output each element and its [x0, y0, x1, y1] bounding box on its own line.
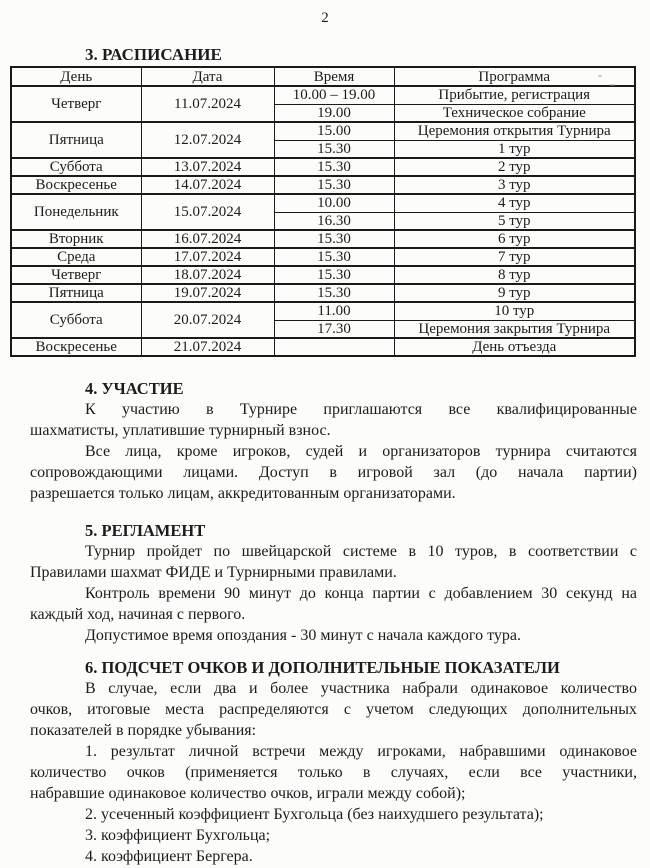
date-cell: 18.07.2024 [141, 266, 274, 284]
day-cell: Воскресенье [11, 338, 141, 356]
schedule-row [11, 284, 635, 302]
text-line: Все лица, кроме игроков, судей и организаторов турнира считаются [85, 443, 637, 460]
paragraph [30, 678, 637, 741]
schedule-header-row [11, 67, 635, 86]
date-cell: 19.07.2024 [141, 284, 274, 302]
date-cell: 13.07.2024 [141, 158, 274, 176]
text-line: сопровождающими лицами. Доступ в игровой зал (до начала партии) [30, 464, 637, 481]
time-cell: 15.30 [274, 248, 394, 266]
day-cell: Четверг [11, 86, 141, 122]
text-line: набравшие одинаковое количество очков, играли между собой); [30, 785, 466, 802]
program-cell: 6 тур [394, 230, 635, 248]
program-cell: День отъезда [394, 338, 635, 356]
time-cell [274, 338, 394, 356]
schedule-row [11, 266, 635, 284]
time-cell: 11.00 [274, 302, 394, 320]
text-line: разрешается только лицам, аккредитованным организаторами. [30, 485, 456, 502]
paragraph [30, 583, 637, 625]
day-cell: Суббота [11, 302, 141, 338]
column-header: Программа [394, 67, 635, 86]
program-cell: 3 тур [394, 176, 635, 194]
schedule-row [11, 158, 635, 176]
schedule-row [11, 122, 635, 140]
text-line: 4. коэффициент Бергера. [85, 848, 253, 865]
schedule-row [11, 302, 635, 320]
scan-speck [598, 75, 602, 77]
program-cell: 2 тур [394, 158, 635, 176]
time-cell: 10.00 – 19.00 [274, 86, 394, 104]
text-line: 3. коэффициент Бухгольца; [85, 827, 271, 844]
day-cell: Среда [11, 248, 141, 266]
schedule-row [11, 338, 635, 356]
paragraph [30, 399, 637, 441]
day-cell: Суббота [11, 158, 141, 176]
schedule-row [11, 230, 635, 248]
scan-speck [610, 84, 615, 86]
text-line: Правилами шахмат ФИДЕ и Турнирными правилами. [30, 564, 397, 581]
program-cell: 10 тур [394, 302, 635, 320]
text-line: Контроль времени 90 минут до конца партии с добавлением 30 секунд на [85, 585, 637, 602]
day-cell: Вторник [11, 230, 141, 248]
scoring-text [30, 678, 637, 867]
time-cell: 19.00 [274, 104, 394, 122]
time-cell: 15.30 [274, 176, 394, 194]
time-cell: 15.30 [274, 266, 394, 284]
schedule-heading: 3. РАСПИСАНИЕ [85, 45, 222, 64]
program-cell: Прибытие, регистрация [394, 86, 635, 104]
paragraph [30, 441, 637, 504]
schedule-table [10, 66, 636, 357]
program-cell: 5 тур [394, 212, 635, 230]
text-line: 2. усеченный коэффициент Бухгольца (без наихудшего результата); [85, 806, 544, 823]
date-cell: 17.07.2024 [141, 248, 274, 266]
paragraph [30, 541, 637, 583]
scoring-heading: 6. ПОДСЧЕТ ОЧКОВ И ДОПОЛНИТЕЛЬНЫЕ ПОКАЗАТЕЛИ [85, 658, 560, 677]
text-line: В случае, если два и более участника набрали одинаковое количество [85, 680, 637, 697]
paragraph [30, 846, 637, 867]
program-cell: 4 тур [394, 194, 635, 212]
day-cell: Пятница [11, 122, 141, 158]
schedule-row [11, 248, 635, 266]
time-cell: 15.00 [274, 122, 394, 140]
schedule-row [11, 194, 635, 212]
time-cell: 15.30 [274, 230, 394, 248]
date-cell: 11.07.2024 [141, 86, 274, 122]
text-line: показателей в порядке убывания: [30, 722, 257, 739]
date-cell: 21.07.2024 [141, 338, 274, 356]
text-line: количество очков (применяется только в случаях, если все участники, [30, 764, 637, 781]
column-header: Время [274, 67, 394, 86]
schedule-row [11, 176, 635, 194]
paragraph [30, 825, 637, 846]
date-cell: 15.07.2024 [141, 194, 274, 230]
program-cell: Церемония закрытия Турнира [394, 320, 635, 338]
column-header: День [11, 67, 141, 86]
program-cell: Техническое собрание [394, 104, 635, 122]
paragraph [30, 741, 637, 804]
text-line: К участию в Турнире приглашаются все квалифицированные [85, 401, 637, 418]
text-line: Турнир пройдет по швейцарской системе в 10 туров, в соответствии с [85, 543, 637, 560]
date-cell: 16.07.2024 [141, 230, 274, 248]
text-line: шахматисты, уплатившие турнирный взнос. [30, 422, 331, 439]
program-cell: 8 тур [394, 266, 635, 284]
time-cell: 10.00 [274, 194, 394, 212]
day-cell: Воскресенье [11, 176, 141, 194]
date-cell: 20.07.2024 [141, 302, 274, 338]
date-cell: 14.07.2024 [141, 176, 274, 194]
regulations-text [30, 541, 637, 646]
time-cell: 15.30 [274, 158, 394, 176]
column-header: Дата [141, 67, 274, 86]
schedule-row [11, 86, 635, 104]
text-line: Допустимое время опоздания - 30 минут с начала каждого тура. [85, 627, 521, 644]
program-cell: Церемония открытия Турнира [394, 122, 635, 140]
program-cell: 1 тур [394, 140, 635, 158]
participation-text [30, 399, 637, 504]
text-line: очков, итоговые места распределяются с учетом следующих дополнительных [30, 701, 637, 718]
page-number: 2 [321, 10, 329, 26]
date-cell: 12.07.2024 [141, 122, 274, 158]
program-cell: 7 тур [394, 248, 635, 266]
day-cell: Понедельник [11, 194, 141, 230]
paragraph [30, 804, 637, 825]
paragraph [30, 625, 637, 646]
time-cell: 16.30 [274, 212, 394, 230]
text-line: каждый ход, начиная с первого. [30, 606, 246, 623]
participation-heading: 4. УЧАСТИЕ [85, 379, 184, 398]
day-cell: Четверг [11, 266, 141, 284]
program-cell: 9 тур [394, 284, 635, 302]
regulations-heading: 5. РЕГЛАМЕНТ [85, 521, 206, 540]
time-cell: 15.30 [274, 284, 394, 302]
text-line: 1. результат личной встречи между игроками, набравшими одинаковое [85, 743, 637, 760]
time-cell: 15.30 [274, 140, 394, 158]
day-cell: Пятница [11, 284, 141, 302]
time-cell: 17.30 [274, 320, 394, 338]
